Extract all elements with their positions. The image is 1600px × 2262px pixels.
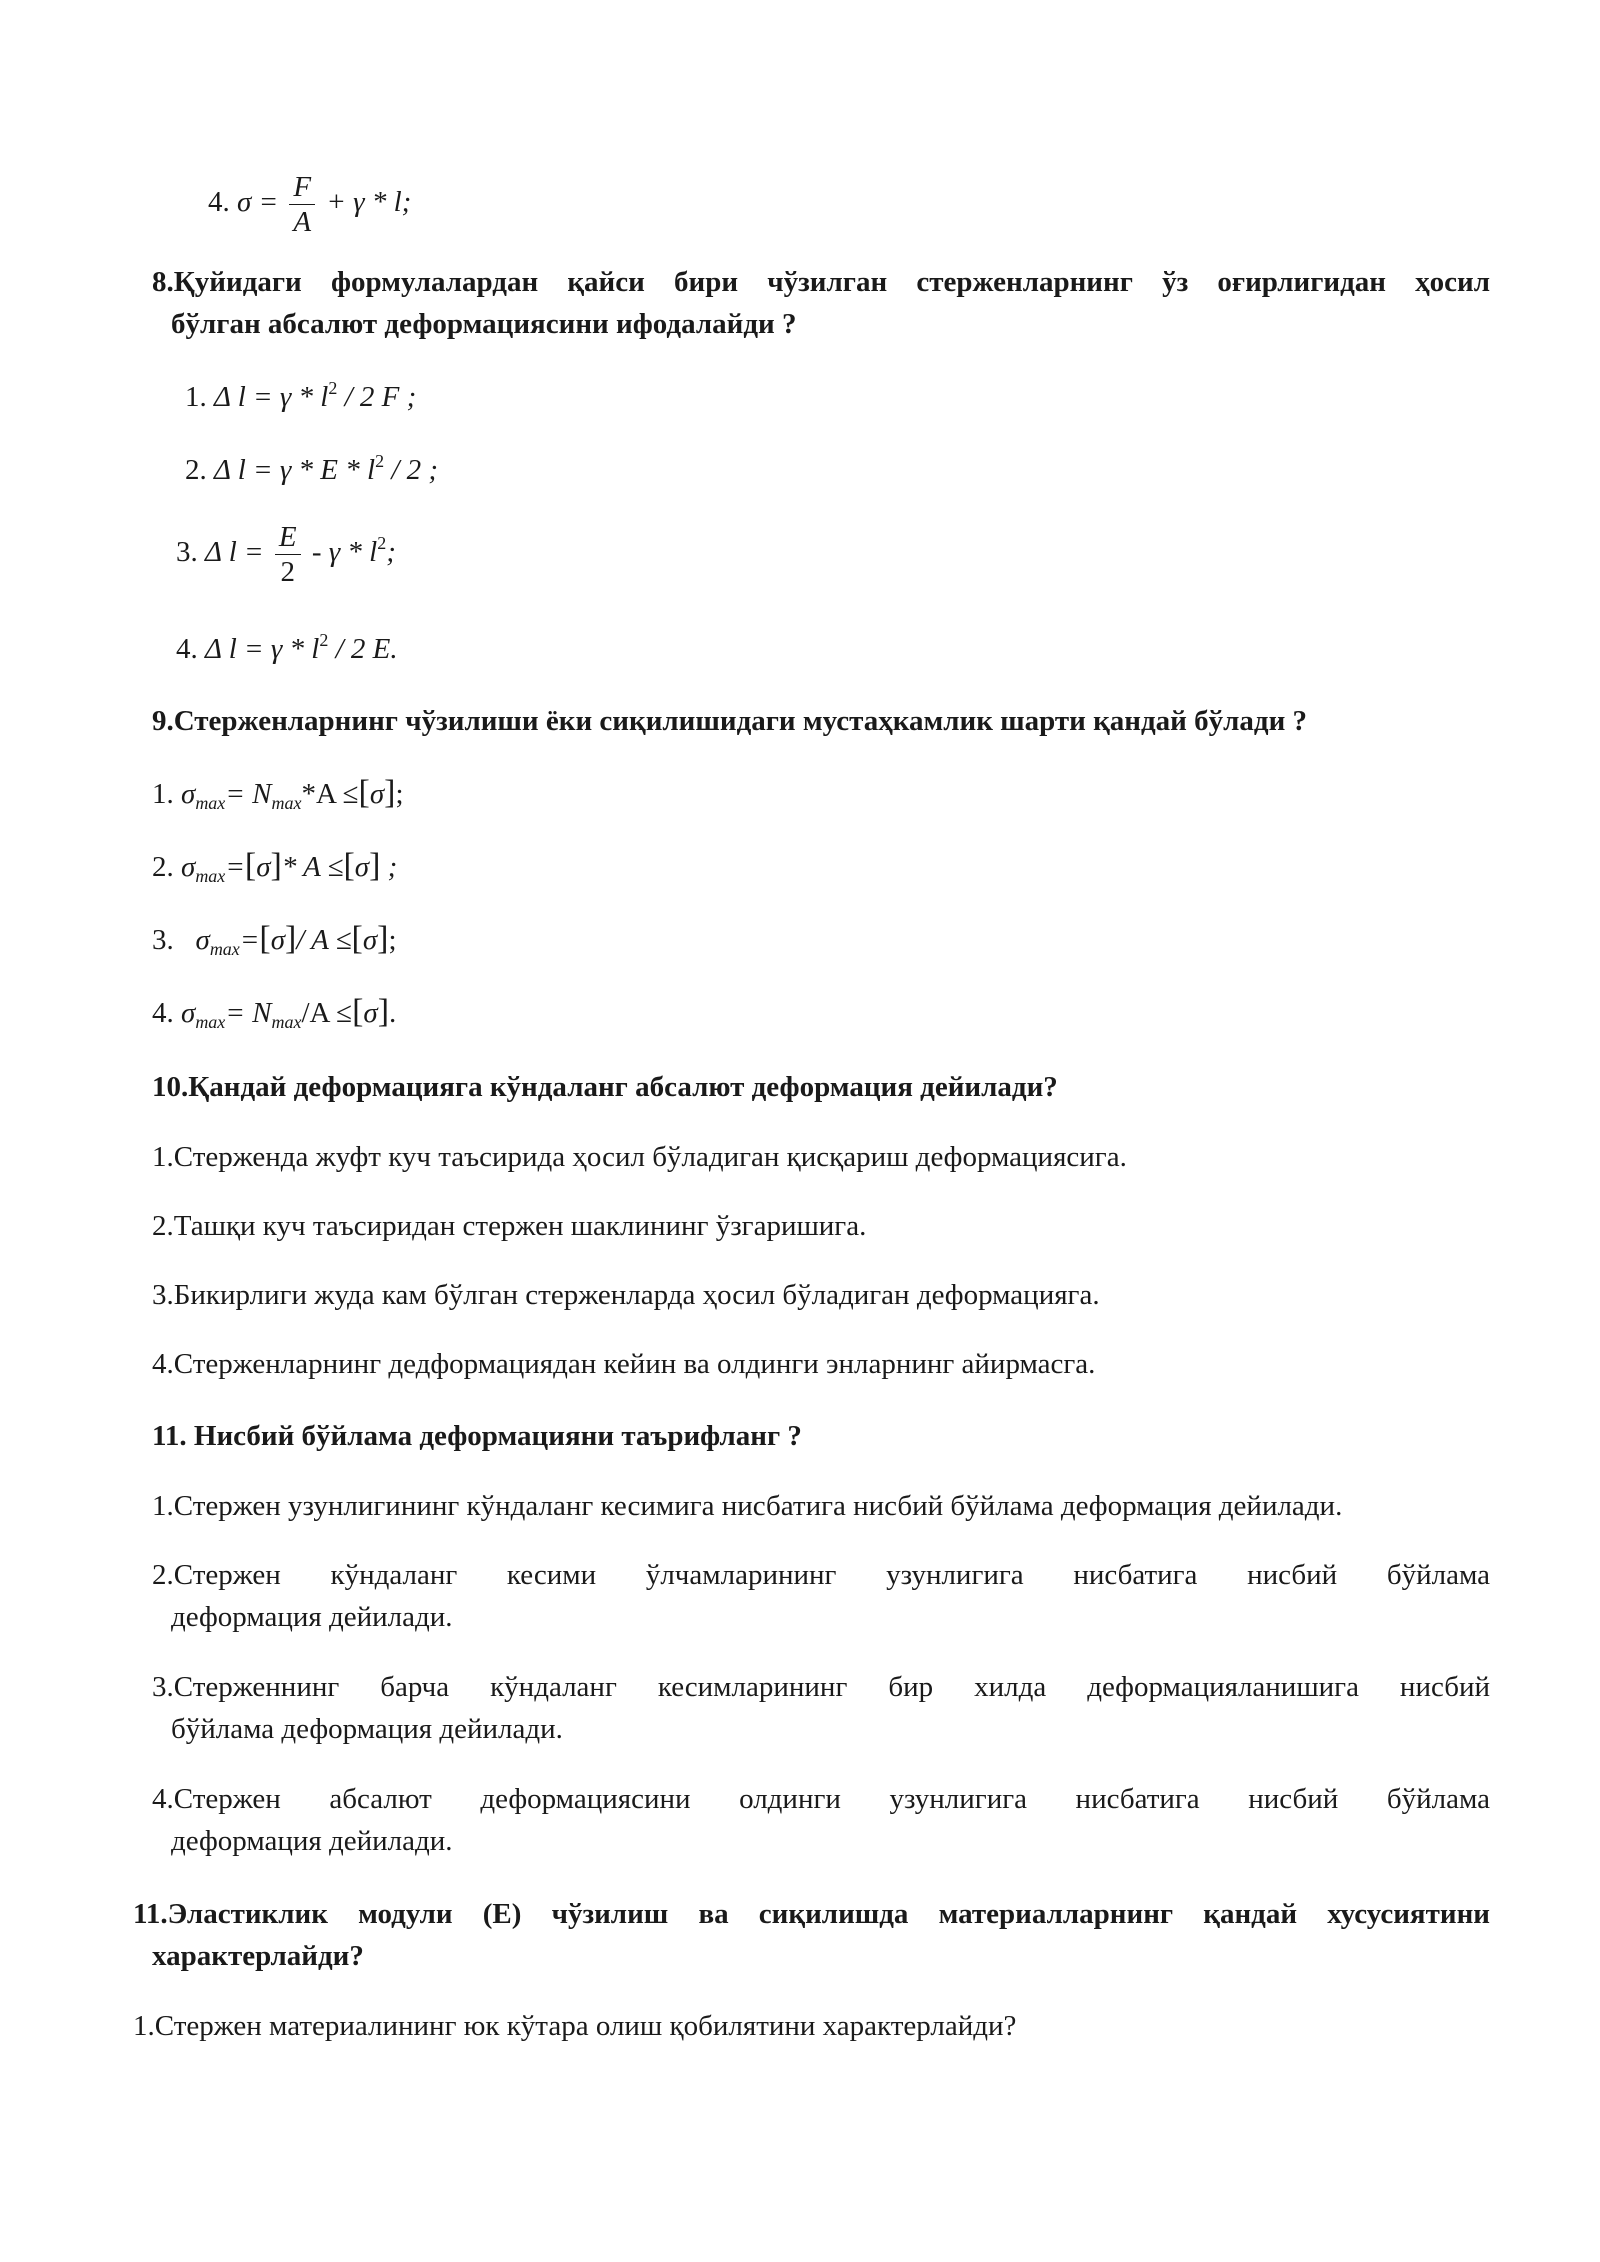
- sigma: σ: [181, 851, 196, 883]
- fraction: [275, 520, 301, 589]
- option-number: 2.: [185, 454, 207, 486]
- bracket-left: [: [352, 993, 364, 1030]
- formula-end: ;: [386, 536, 396, 569]
- bracket-right: ]: [270, 847, 282, 884]
- bracket-right: ]: [384, 774, 396, 811]
- q7-option-4: [208, 170, 411, 239]
- q8-option-1: [185, 376, 416, 418]
- q11-option-2-line-1: 2.Стержен кўндаланг кесими ўлчамларининг узунлигига нисбатига нисбий бўйлама: [152, 1559, 1490, 1591]
- q11-option-1: 1.Стержен узунлигининг кўндаланг кесимига нисбатига нисбий бўйлама деформация дейилади.: [152, 1490, 1343, 1522]
- q11-option-3-line-1: 3.Стерженнинг барча кўндаланг кесимларининг бир хилда деформацияланишига нисбий: [152, 1671, 1490, 1703]
- formula-rest: /A ≤: [301, 997, 353, 1029]
- bracket-left: [: [351, 920, 363, 957]
- formula-rest: - γ * l: [311, 536, 378, 569]
- formula-end: ;: [380, 851, 398, 883]
- q8-option-3: [176, 520, 396, 589]
- option-number: 1.: [185, 381, 207, 413]
- q10-option-1: 1.Стерженда жуфт куч таъсирида ҳосил бўладиган қисқариш деформациясига.: [152, 1141, 1127, 1173]
- q9-title: 9.Стерженларнинг чўзилиши ёки сиқилишидаги мустаҳкамлик шарти қандай бўлади ?: [152, 705, 1308, 737]
- sigma: σ: [369, 778, 385, 810]
- superscript: 2: [375, 451, 385, 471]
- q10-option-4: 4.Стерженларнинг дедформациядан кейин ва олдинги энларнинг айирмасга.: [152, 1348, 1096, 1380]
- formula-rest: / 2 E.: [328, 633, 398, 665]
- sigma: σ: [195, 924, 210, 956]
- q8-option-4: [176, 628, 398, 670]
- fraction-denominator: A: [293, 206, 312, 238]
- q11-option-3-line-2: бўйлама деформация дейилади.: [171, 1713, 563, 1745]
- bracket-right: ]: [285, 920, 297, 957]
- bracket-right: ]: [369, 847, 381, 884]
- option-number: 3.: [152, 924, 174, 956]
- option-number: 4.: [176, 633, 198, 665]
- formula-rest: *A ≤: [301, 778, 359, 810]
- q12-title-line-1: 11.Эластиклик модули (E) чўзилиш ва сиқилишда материалларнинг қандай хусусиятини: [133, 1898, 1490, 1930]
- bracket-left: [: [358, 774, 370, 811]
- sigma: σ: [363, 997, 378, 1029]
- formula-mid: =: [225, 851, 245, 883]
- formula-rest: / A ≤: [296, 924, 352, 956]
- fraction-denominator: 2: [280, 556, 295, 588]
- formula-lhs: Δ l = γ * l: [214, 381, 329, 413]
- bracket-left: [: [244, 847, 257, 884]
- superscript: 2: [319, 630, 329, 650]
- fraction: [289, 170, 315, 239]
- option-number: 1.: [152, 778, 174, 810]
- formula-lhs: Δ l = γ * E * l: [214, 454, 376, 486]
- q11-option-4-line-1: 4.Стержен абсалют деформациясини олдинги узунлигига нисбатига нисбий бўйлама: [152, 1783, 1490, 1815]
- subscript: max: [209, 939, 240, 959]
- formula-rest: / 2 F ;: [337, 381, 417, 413]
- q9-option-1: [152, 772, 404, 815]
- bracket-left: [: [343, 847, 355, 884]
- formula-end: ;: [395, 778, 404, 810]
- option-number: 2.: [152, 851, 174, 883]
- sigma: σ: [270, 924, 286, 956]
- option-number: 4.: [208, 186, 230, 219]
- q9-option-3: [152, 918, 397, 961]
- q8-title-line-1: 8.Қуйидаги формулалардан қайси бири чўзилган стерженларнинг ўз оғирлигидан ҳосил: [152, 266, 1490, 298]
- subscript: max: [195, 866, 226, 886]
- sigma: σ: [181, 997, 196, 1029]
- sigma: σ: [354, 851, 370, 883]
- q9-option-2: [152, 845, 397, 888]
- fraction-numerator: E: [275, 520, 301, 555]
- bracket-right: ]: [377, 993, 390, 1030]
- q12-title-line-2: характерлайди?: [152, 1940, 364, 1972]
- q9-option-4: [152, 991, 396, 1034]
- formula-mid: = N: [225, 778, 272, 810]
- formula-mid: =: [239, 924, 260, 956]
- q10-title: 10.Қандай деформацияга кўндаланг абсалют деформация дейилади?: [152, 1071, 1058, 1103]
- formula-end: ;: [401, 186, 412, 219]
- option-number: 3.: [176, 536, 198, 569]
- sigma: σ: [256, 851, 271, 883]
- superscript: 2: [377, 533, 387, 554]
- formula-rest: + γ * l: [326, 186, 402, 219]
- formula-lhs: Δ l =: [205, 536, 264, 569]
- subscript: max: [271, 1012, 302, 1032]
- formula-lhs: σ: [237, 186, 252, 219]
- q12-option-1: 1.Стержен материалининг юк кўтара олиш қобилятини характерлайди?: [133, 2010, 1017, 2042]
- bracket-right: ]: [377, 920, 389, 957]
- sigma: σ: [181, 778, 196, 810]
- subscript: max: [195, 1012, 226, 1032]
- formula-end: ;: [388, 924, 397, 956]
- q8-title-line-2: бўлган абсалют деформациясини ифодалайди ?: [171, 308, 797, 340]
- q11-title: 11. Нисбий бўйлама деформацияни таърифланг ?: [152, 1420, 802, 1452]
- formula-rest: / 2 ;: [384, 454, 439, 486]
- formula-end: .: [389, 997, 397, 1029]
- q11-option-4-line-2: деформация дейилади.: [171, 1825, 453, 1857]
- formula-lhs: Δ l = γ * l: [205, 633, 320, 665]
- formula-eq: =: [258, 186, 279, 219]
- q10-option-2: 2.Ташқи куч таъсиридан стержен шаклининг ўзгаришига.: [152, 1210, 867, 1242]
- subscript: max: [271, 793, 302, 813]
- bracket-left: [: [259, 920, 271, 957]
- option-number: 4.: [152, 997, 174, 1029]
- q11-option-2-line-2: деформация дейилади.: [171, 1601, 453, 1633]
- sigma: σ: [362, 924, 378, 956]
- q8-option-2: [185, 449, 438, 491]
- superscript: 2: [328, 378, 338, 398]
- formula-rest: * A ≤: [281, 851, 344, 883]
- q10-option-3: 3.Бикирлиги жуда кам бўлган стерженларда ҳосил бўладиган деформацияга.: [152, 1279, 1100, 1311]
- formula-mid: = N: [225, 997, 272, 1029]
- fraction-numerator: F: [289, 170, 315, 205]
- subscript: max: [195, 793, 226, 813]
